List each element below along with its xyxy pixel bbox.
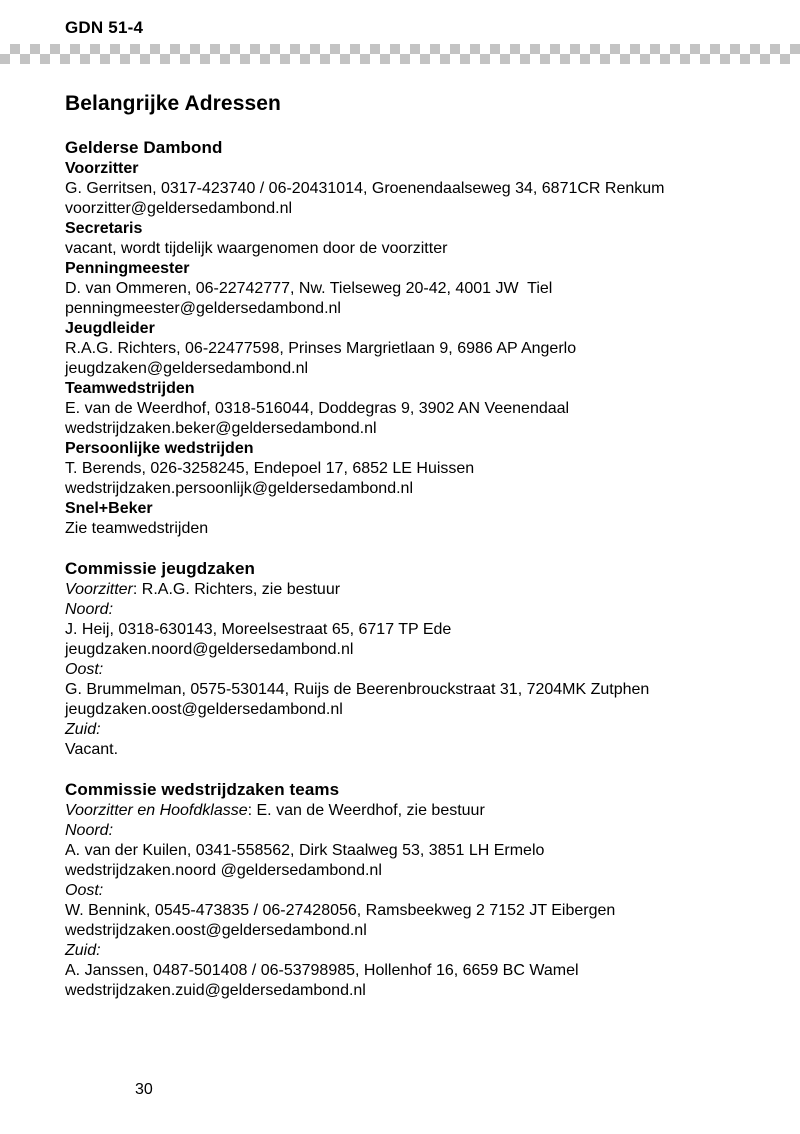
contact-section [65,138,745,539]
contact-detail: A. Janssen, 0487-501408 / 06-53798985, Hollenhof 16, 6659 BC Wamel [65,962,579,979]
region-label: Zuid: [65,942,101,959]
contact-detail-inline: : E. van de Weerdhof, zie bestuur [247,802,485,819]
region-label: Noord: [65,822,114,839]
role-label: Snel+Beker [65,500,153,517]
role-label: Teamwedstrijden [65,380,195,397]
page-title: Belangrijke Adressen [65,92,281,115]
contact-detail: W. Bennink, 0545-473835 / 06-27428056, Ramsbeekweg 2 7152 JT Eibergen [65,902,616,919]
region-label: Oost: [65,661,104,678]
role-label-inline: Voorzitter [65,581,133,598]
running-head-label: GDN 51-4 [65,18,144,37]
email-address: penningmeester@geldersedambond.nl [65,300,341,317]
email-address: voorzitter@geldersedambond.nl [65,200,293,217]
role-label: Voorzitter [65,160,139,177]
role-and-contact-line [65,580,745,600]
contact-section [65,559,745,760]
region-label: Oost: [65,882,104,899]
role-label: Penningmeester [65,260,190,277]
contact-detail: G. Gerritsen, 0317-423740 / 06-20431014, Groenendaalseweg 34, 6871CR Renkum [65,180,665,197]
contact-detail-inline: : R.A.G. Richters, zie bestuur [132,581,341,598]
role-label: Secretaris [65,220,143,237]
role-label-inline: Voorzitter en Hoofdklasse [65,802,248,819]
email-address: jeugdzaken.oost@geldersedambond.nl [65,701,343,718]
section-heading: Commissie wedstrijdzaken teams [65,780,340,799]
section-heading: Commissie jeugdzaken [65,559,256,578]
role-label: Persoonlijke wedstrijden [65,440,254,457]
contact-detail: G. Brummelman, 0575-530144, Ruijs de Beerenbrouckstraat 31, 7204MK Zutphen [65,681,650,698]
email-address: wedstrijdzaken.noord @geldersedambond.nl [65,862,382,879]
role-label: Jeugdleider [65,320,155,337]
contact-section [65,780,745,1001]
contact-detail: A. van der Kuilen, 0341-558562, Dirk Staalweg 53, 3851 LH Ermelo [65,842,545,859]
contact-detail: Zie teamwedstrijden [65,520,209,537]
region-label: Zuid: [65,721,101,738]
sections-container [65,138,745,1001]
region-label: Noord: [65,601,114,618]
contact-detail: T. Berends, 026-3258245, Endepoel 17, 6852 LE Huissen [65,460,475,477]
email-address: wedstrijdzaken.beker@geldersedambond.nl [65,420,377,437]
email-address: jeugdzaken@geldersedambond.nl [65,360,309,377]
contact-detail: R.A.G. Richters, 06-22477598, Prinses Margrietlaan 9, 6986 AP Angerlo [65,340,577,357]
contact-detail: vacant, wordt tijdelijk waargenomen door de voorzitter [65,240,448,257]
checkerboard-rule-icon [0,44,800,64]
email-address: wedstrijdzaken.persoonlijk@geldersedambond.nl [65,480,413,497]
role-and-contact-line [65,801,745,821]
contact-detail: D. van Ommeren, 06-22742777, Nw. Tielseweg 20-42, 4001 JW Tiel [65,280,553,297]
contact-detail: J. Heij, 0318-630143, Moreelsestraat 65, 6717 TP Ede [65,621,452,638]
section-heading: Gelderse Dambond [65,138,223,157]
email-address: jeugdzaken.noord@geldersedambond.nl [65,641,354,658]
page-number: 30 [135,1081,153,1098]
email-address: wedstrijdzaken.zuid@geldersedambond.nl [65,982,366,999]
page-header [0,0,800,70]
document-body [65,92,745,1001]
contact-detail: E. van de Weerdhof, 0318-516044, Doddegras 9, 3902 AN Veenendaal [65,400,570,417]
contact-detail: Vacant. [65,741,119,758]
email-address: wedstrijdzaken.oost@geldersedambond.nl [65,922,367,939]
